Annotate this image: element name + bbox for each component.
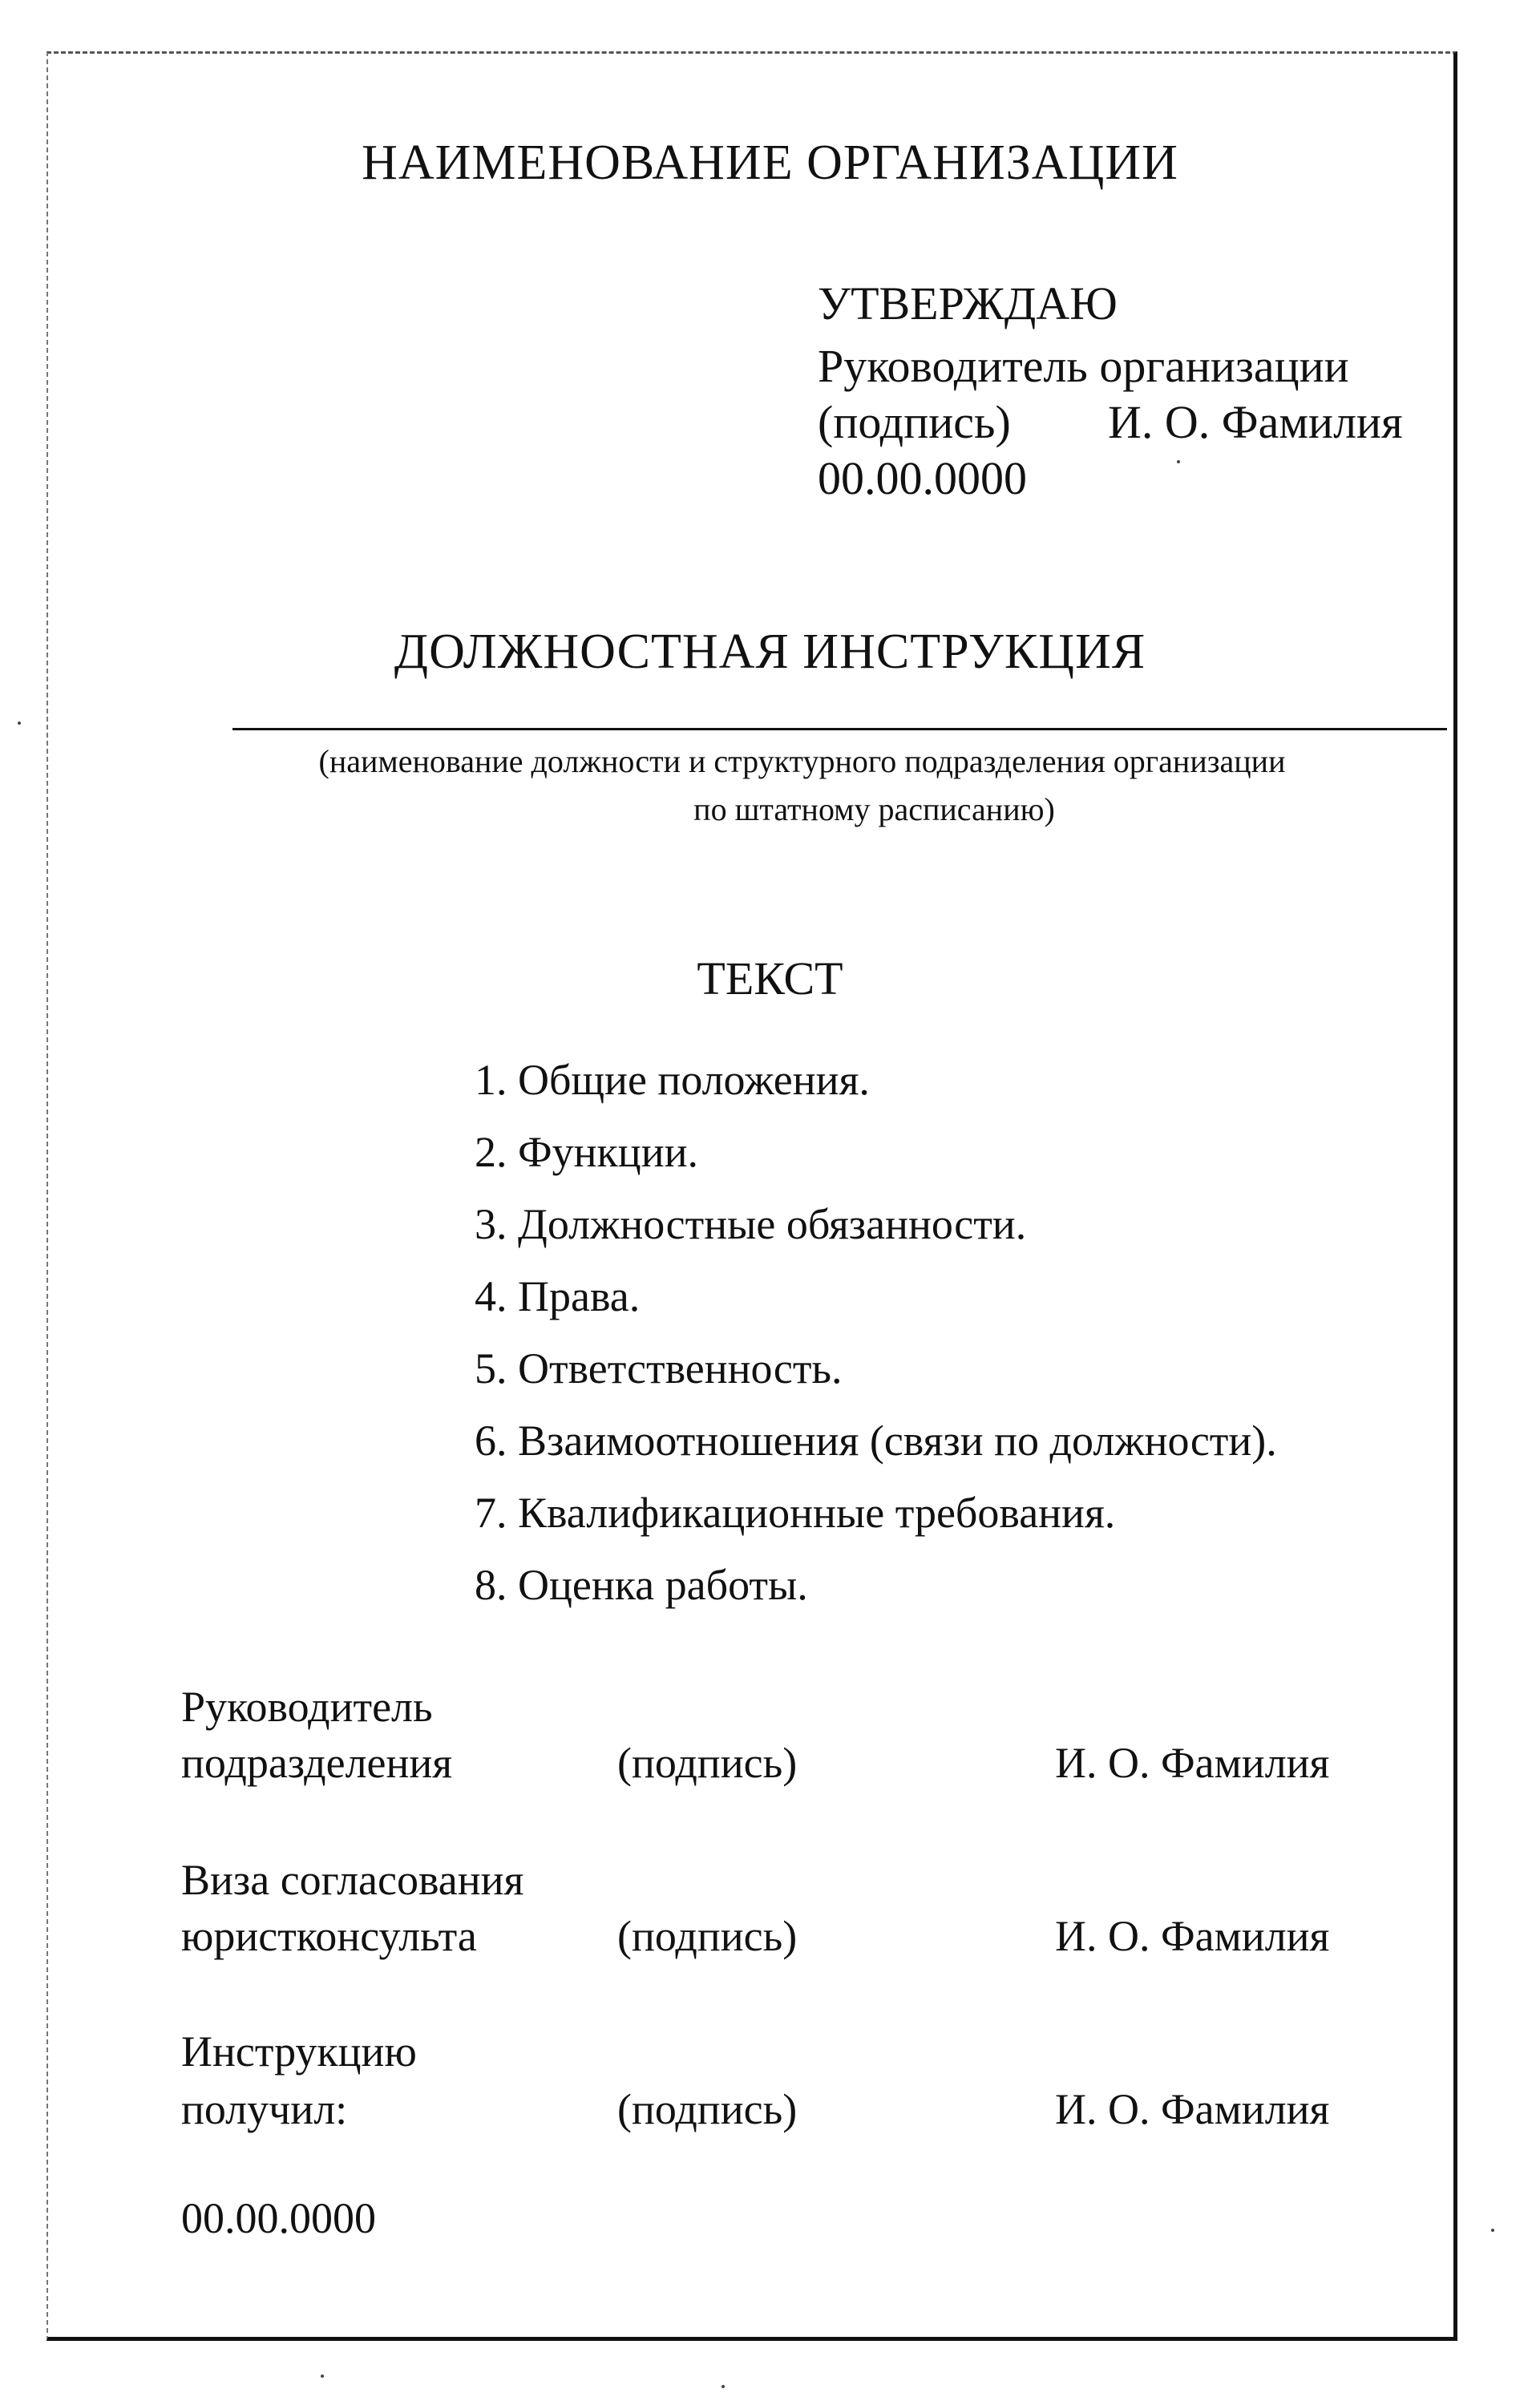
signature-label: подразделения bbox=[181, 1739, 453, 1787]
position-caption-line1: (наименование должности и структурного подразделения организации bbox=[318, 743, 1286, 779]
scan-speck bbox=[321, 2375, 324, 2378]
position-caption-line2: по штатному расписанию) bbox=[693, 791, 1055, 827]
section-item: 4. Права. bbox=[475, 1272, 641, 1320]
organization-name: НАИМЕНОВАНИЕ ОРГАНИЗАЦИИ bbox=[362, 135, 1178, 190]
approval-name: И. О. Фамилия bbox=[1108, 396, 1403, 448]
section-list bbox=[475, 1058, 1277, 1635]
signature-name: И. О. Фамилия bbox=[1055, 1739, 1330, 1787]
approval-role: Руководитель организации bbox=[818, 340, 1349, 392]
signature-name: И. О. Фамилия bbox=[1055, 1912, 1330, 1960]
section-item: 7. Квалификационные требования. bbox=[475, 1489, 1116, 1537]
signature-label: получил: bbox=[181, 2085, 348, 2133]
signature-name: И. О. Фамилия bbox=[1055, 2085, 1330, 2133]
text-heading: ТЕКСТ bbox=[697, 952, 843, 1004]
section-item: 6. Взаимоотношения (связи по должности). bbox=[475, 1417, 1277, 1465]
signature-label: Виза согласования bbox=[181, 1856, 524, 1904]
document-title: ДОЛЖНОСТНАЯ ИНСТРУКЦИЯ bbox=[394, 624, 1146, 679]
signature-placeholder: (подпись) bbox=[617, 1912, 798, 1960]
scan-speck bbox=[1491, 2229, 1494, 2232]
section-item: 2. Функции. bbox=[475, 1128, 698, 1176]
position-fill-line bbox=[232, 728, 1447, 730]
approval-heading: УТВЕРЖДАЮ bbox=[818, 277, 1118, 329]
approval-date: 00.00.0000 bbox=[818, 452, 1027, 504]
signature-placeholder: (подпись) bbox=[617, 2085, 798, 2133]
approval-signature: (подпись) bbox=[818, 396, 1011, 448]
section-item: 3. Должностные обязанности. bbox=[475, 1200, 1027, 1248]
signature-label: Инструкцию bbox=[181, 2027, 417, 2076]
scan-speck bbox=[18, 722, 21, 725]
footer-date: 00.00.0000 bbox=[181, 2194, 376, 2242]
scan-speck bbox=[721, 2385, 725, 2388]
section-item: 8. Оценка работы. bbox=[475, 1561, 808, 1609]
signature-placeholder: (подпись) bbox=[617, 1739, 798, 1787]
section-item: 5. Ответственность. bbox=[475, 1344, 843, 1392]
scan-speck bbox=[1177, 460, 1180, 463]
signature-label: Руководитель bbox=[181, 1683, 433, 1731]
signature-label: юристконсульта bbox=[181, 1912, 477, 1960]
section-item: 1. Общие положения. bbox=[475, 1056, 870, 1104]
